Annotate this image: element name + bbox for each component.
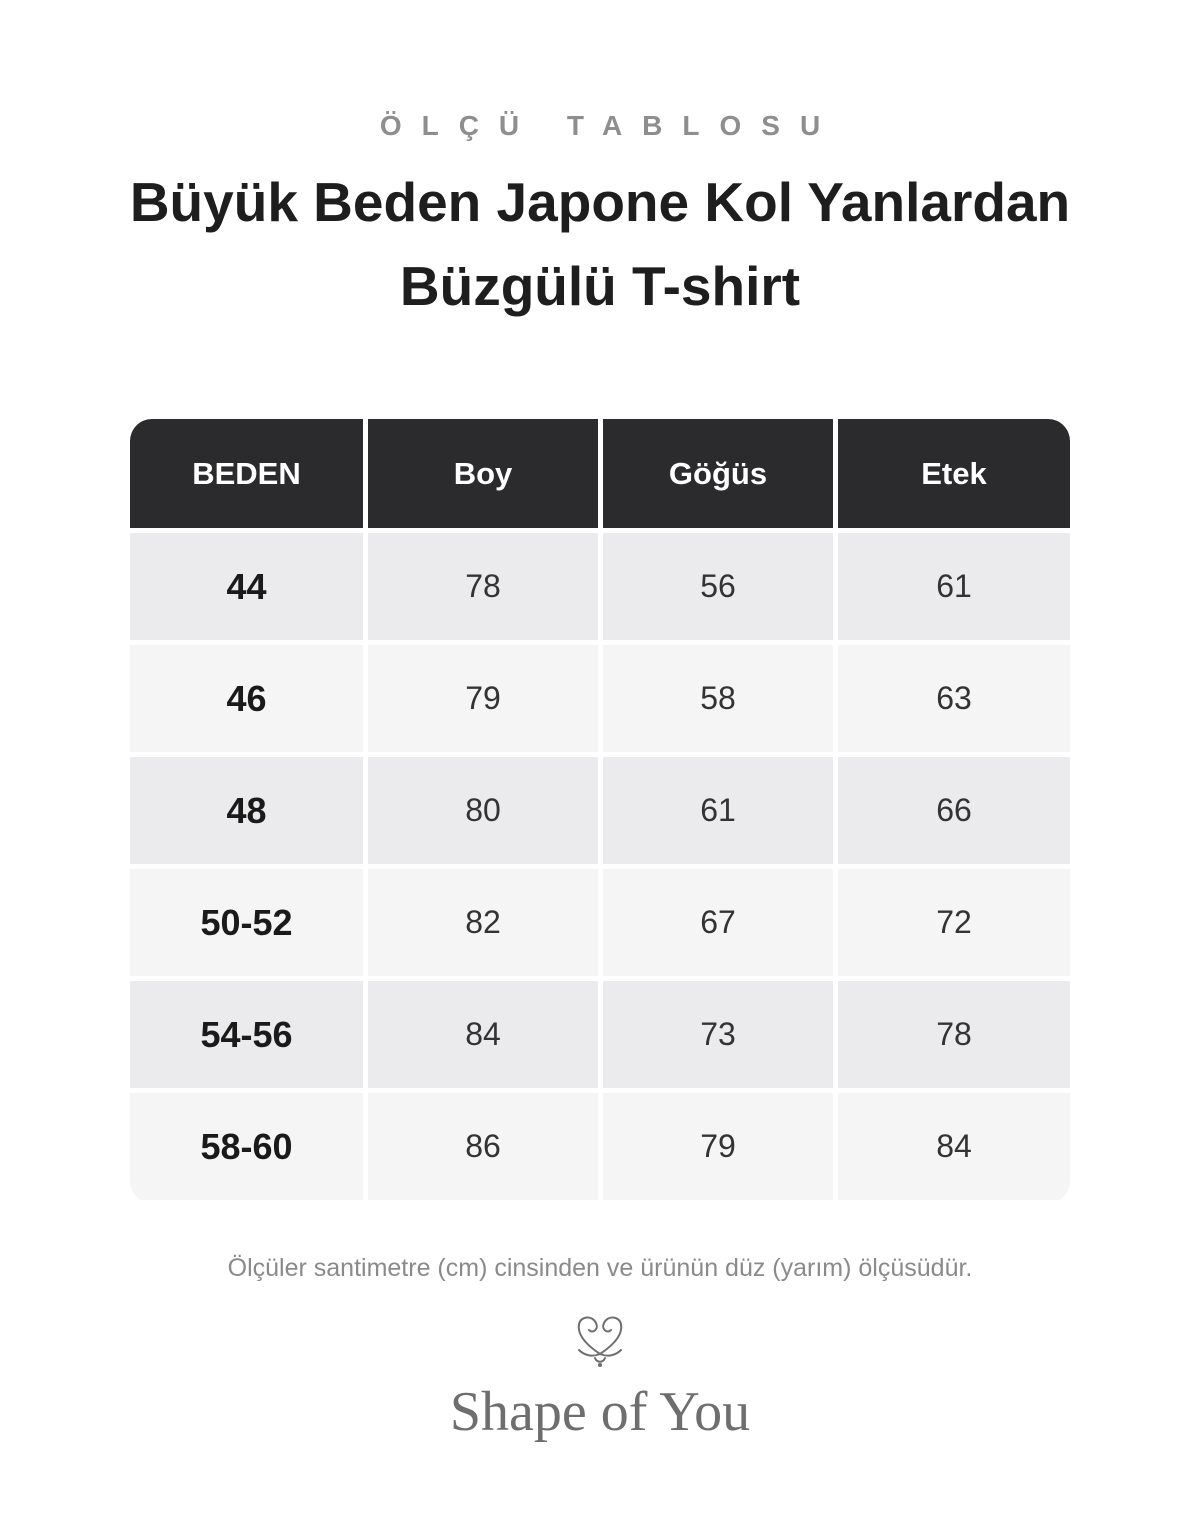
column-header-gogus: Göğüs [603,419,833,528]
title-line-1: Büyük Beden Japone Kol Yanlardan [129,171,1071,233]
table-cell-gogus: 56 [603,533,833,640]
column-header-etek: Etek [838,419,1070,528]
column-header-beden: BEDEN [130,419,363,528]
table-cell-gogus: 73 [603,981,833,1088]
title-line-2: Büzgülü T-shirt [399,255,801,317]
table-cell-boy: 80 [368,757,598,864]
page-title [100,160,1100,328]
table-cell-gogus: 79 [603,1093,833,1200]
table-cell-boy: 82 [368,869,598,976]
table-cell-boy: 86 [368,1093,598,1200]
size-chart-table [130,419,1070,1203]
measurement-note: Ölçüler santimetre (cm) cinsinden ve ürünün düz (yarım) ölçüsüdür. [227,1254,973,1282]
heart-swirl-logo-icon [565,1310,635,1370]
table-cell-boy: 79 [368,645,598,752]
column-header-boy: Boy [368,419,598,528]
table-cell-size: 50-52 [130,869,363,976]
table-cell-boy: 78 [368,533,598,640]
table-cell-etek: 84 [838,1093,1070,1200]
eyebrow-label: ÖLÇÜ TABLOSU [379,110,841,141]
brand-logo-text: Shape of You [449,1381,751,1443]
table-cell-gogus: 67 [603,869,833,976]
table-cell-etek: 66 [838,757,1070,864]
table-cell-gogus: 58 [603,645,833,752]
table-cell-size: 46 [130,645,363,752]
table-cell-gogus: 61 [603,757,833,864]
table-cell-size: 58-60 [130,1093,363,1200]
table-cell-size: 54-56 [130,981,363,1088]
table-cell-size: 44 [130,533,363,640]
table-cell-etek: 63 [838,645,1070,752]
table-cell-size: 48 [130,757,363,864]
table-cell-etek: 78 [838,981,1070,1088]
table-cell-boy: 84 [368,981,598,1088]
table-cell-etek: 72 [838,869,1070,976]
table-cell-etek: 61 [838,533,1070,640]
